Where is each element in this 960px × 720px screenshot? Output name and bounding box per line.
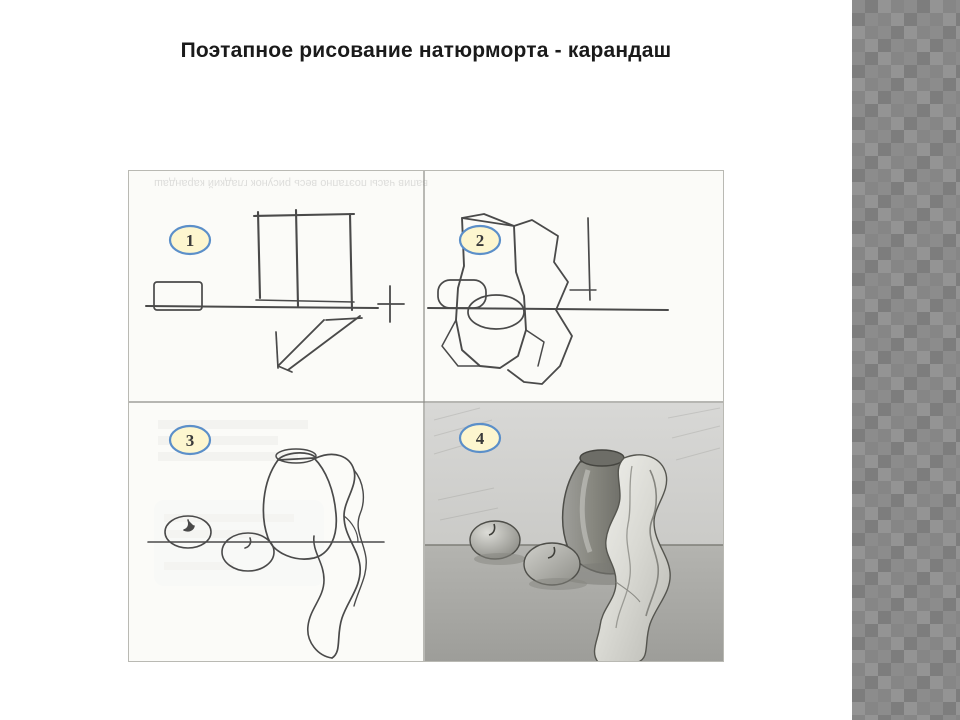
panel-2-number: 2: [475, 231, 485, 250]
decorative-side-strip-pattern: [852, 0, 960, 720]
panel-1-number: 1: [185, 231, 195, 250]
svg-text:вапив часы поэтапно весь рисун: вапив часы поэтапно весь рисунок гладкий карандаш: [153, 177, 428, 189]
panel-1-badge: [170, 226, 210, 254]
panel-4-number: 4: [475, 429, 485, 448]
page-title: Поэтапное рисование натюрморта - карандаш: [180, 39, 672, 62]
still-life-illustration: [128, 170, 724, 662]
panel-3-badge: [170, 426, 210, 454]
panel-4-badge: [460, 424, 500, 452]
still-life-figure: [128, 170, 724, 662]
panel-2-badge: [460, 226, 500, 254]
decorative-side-strip: [852, 0, 960, 720]
panel-3-number: 3: [185, 431, 195, 450]
